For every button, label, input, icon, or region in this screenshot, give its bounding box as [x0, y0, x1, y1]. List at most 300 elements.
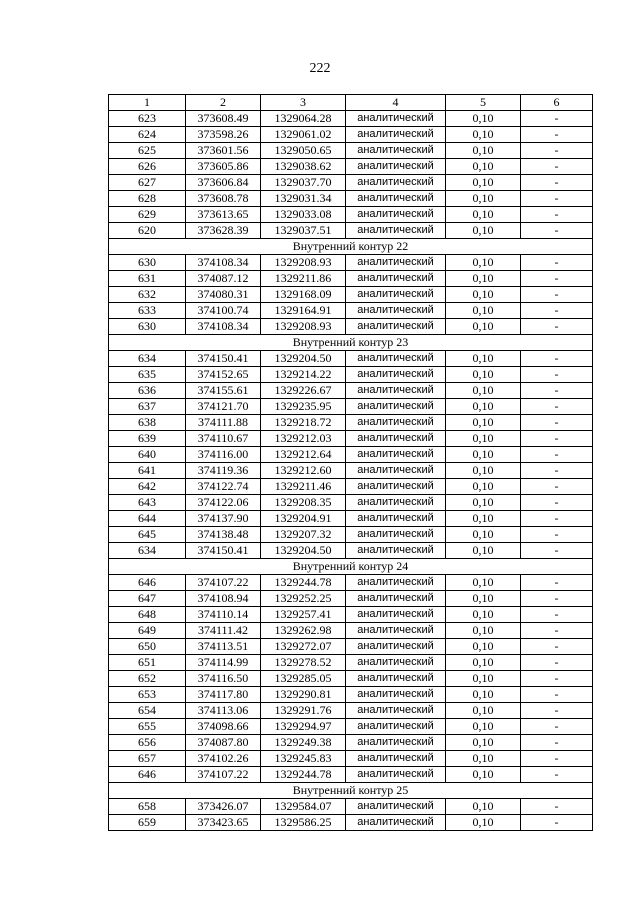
- x-coordinate-cell: 374152.65: [186, 367, 261, 383]
- description-cell: -: [521, 495, 593, 511]
- y-coordinate-cell: 1329037.70: [261, 175, 346, 191]
- description-cell: -: [521, 399, 593, 415]
- header-cell: 5: [446, 95, 521, 111]
- table-row: [109, 127, 593, 143]
- accuracy-cell: 0,10: [446, 175, 521, 191]
- method-cell: аналитический: [346, 255, 446, 271]
- description-cell: -: [521, 591, 593, 607]
- description-cell: -: [521, 159, 593, 175]
- accuracy-cell: 0,10: [446, 767, 521, 783]
- point-number-cell: 625: [109, 143, 186, 159]
- accuracy-cell: 0,10: [446, 399, 521, 415]
- description-cell: -: [521, 687, 593, 703]
- y-coordinate-cell: 1329249.38: [261, 735, 346, 751]
- table-row: [109, 479, 593, 495]
- method-cell: аналитический: [346, 143, 446, 159]
- x-coordinate-cell: 373605.86: [186, 159, 261, 175]
- point-number-cell: 646: [109, 575, 186, 591]
- table-row: [109, 735, 593, 751]
- table-row: [109, 223, 593, 239]
- accuracy-cell: 0,10: [446, 111, 521, 127]
- point-number-cell: 620: [109, 223, 186, 239]
- y-coordinate-cell: 1329586.25: [261, 815, 346, 831]
- table-row: [109, 255, 593, 271]
- point-number-cell: 643: [109, 495, 186, 511]
- accuracy-cell: 0,10: [446, 815, 521, 831]
- method-cell: аналитический: [346, 479, 446, 495]
- section-title: Внутренний контур 24: [109, 559, 593, 575]
- description-cell: -: [521, 303, 593, 319]
- point-number-cell: 647: [109, 591, 186, 607]
- method-cell: аналитический: [346, 495, 446, 511]
- method-cell: аналитический: [346, 191, 446, 207]
- description-cell: -: [521, 703, 593, 719]
- x-coordinate-cell: 374111.88: [186, 415, 261, 431]
- y-coordinate-cell: 1329211.46: [261, 479, 346, 495]
- description-cell: -: [521, 351, 593, 367]
- accuracy-cell: 0,10: [446, 591, 521, 607]
- accuracy-cell: 0,10: [446, 191, 521, 207]
- table-row: [109, 511, 593, 527]
- accuracy-cell: 0,10: [446, 431, 521, 447]
- x-coordinate-cell: 373628.39: [186, 223, 261, 239]
- method-cell: аналитический: [346, 431, 446, 447]
- y-coordinate-cell: 1329038.62: [261, 159, 346, 175]
- point-number-cell: 630: [109, 255, 186, 271]
- table-row: [109, 527, 593, 543]
- x-coordinate-cell: 374098.66: [186, 719, 261, 735]
- x-coordinate-cell: 373608.78: [186, 191, 261, 207]
- y-coordinate-cell: 1329235.95: [261, 399, 346, 415]
- y-coordinate-cell: 1329278.52: [261, 655, 346, 671]
- y-coordinate-cell: 1329212.60: [261, 463, 346, 479]
- method-cell: аналитический: [346, 111, 446, 127]
- point-number-cell: 628: [109, 191, 186, 207]
- x-coordinate-cell: 374080.31: [186, 287, 261, 303]
- description-cell: -: [521, 223, 593, 239]
- accuracy-cell: 0,10: [446, 511, 521, 527]
- point-number-cell: 659: [109, 815, 186, 831]
- table-row: [109, 319, 593, 335]
- y-coordinate-cell: 1329244.78: [261, 767, 346, 783]
- x-coordinate-cell: 374150.41: [186, 351, 261, 367]
- x-coordinate-cell: 374102.26: [186, 751, 261, 767]
- method-cell: аналитический: [346, 639, 446, 655]
- description-cell: -: [521, 367, 593, 383]
- description-cell: -: [521, 319, 593, 335]
- method-cell: аналитический: [346, 447, 446, 463]
- point-number-cell: 652: [109, 671, 186, 687]
- method-cell: аналитический: [346, 703, 446, 719]
- point-number-cell: 631: [109, 271, 186, 287]
- header-cell: 4: [346, 95, 446, 111]
- accuracy-cell: 0,10: [446, 687, 521, 703]
- section-row: [109, 335, 593, 351]
- point-number-cell: 655: [109, 719, 186, 735]
- method-cell: аналитический: [346, 799, 446, 815]
- point-number-cell: 648: [109, 607, 186, 623]
- y-coordinate-cell: 1329257.41: [261, 607, 346, 623]
- coordinates-table: [108, 94, 593, 831]
- description-cell: -: [521, 511, 593, 527]
- accuracy-cell: 0,10: [446, 463, 521, 479]
- x-coordinate-cell: 374110.67: [186, 431, 261, 447]
- y-coordinate-cell: 1329214.22: [261, 367, 346, 383]
- method-cell: аналитический: [346, 543, 446, 559]
- x-coordinate-cell: 374121.70: [186, 399, 261, 415]
- point-number-cell: 629: [109, 207, 186, 223]
- point-number-cell: 641: [109, 463, 186, 479]
- x-coordinate-cell: 373598.26: [186, 127, 261, 143]
- description-cell: -: [521, 207, 593, 223]
- method-cell: аналитический: [346, 815, 446, 831]
- x-coordinate-cell: 374087.80: [186, 735, 261, 751]
- method-cell: аналитический: [346, 607, 446, 623]
- y-coordinate-cell: 1329211.86: [261, 271, 346, 287]
- point-number-cell: 626: [109, 159, 186, 175]
- point-number-cell: 634: [109, 351, 186, 367]
- table-row: [109, 399, 593, 415]
- y-coordinate-cell: 1329262.98: [261, 623, 346, 639]
- description-cell: -: [521, 463, 593, 479]
- section-row: [109, 559, 593, 575]
- accuracy-cell: 0,10: [446, 303, 521, 319]
- x-coordinate-cell: 373608.49: [186, 111, 261, 127]
- method-cell: аналитический: [346, 303, 446, 319]
- description-cell: -: [521, 127, 593, 143]
- description-cell: -: [521, 751, 593, 767]
- table-row: [109, 799, 593, 815]
- x-coordinate-cell: 374117.80: [186, 687, 261, 703]
- header-cell: 2: [186, 95, 261, 111]
- accuracy-cell: 0,10: [446, 703, 521, 719]
- point-number-cell: 646: [109, 767, 186, 783]
- description-cell: -: [521, 639, 593, 655]
- y-coordinate-cell: 1329208.35: [261, 495, 346, 511]
- table-row: [109, 175, 593, 191]
- y-coordinate-cell: 1329033.08: [261, 207, 346, 223]
- y-coordinate-cell: 1329272.07: [261, 639, 346, 655]
- description-cell: -: [521, 143, 593, 159]
- x-coordinate-cell: 374116.00: [186, 447, 261, 463]
- accuracy-cell: 0,10: [446, 527, 521, 543]
- table-row: [109, 815, 593, 831]
- accuracy-cell: 0,10: [446, 751, 521, 767]
- accuracy-cell: 0,10: [446, 415, 521, 431]
- table-row: [109, 207, 593, 223]
- accuracy-cell: 0,10: [446, 575, 521, 591]
- table-row: [109, 655, 593, 671]
- description-cell: -: [521, 415, 593, 431]
- table-row: [109, 543, 593, 559]
- table-row: [109, 591, 593, 607]
- accuracy-cell: 0,10: [446, 623, 521, 639]
- header-cell: 3: [261, 95, 346, 111]
- header-cell: 6: [521, 95, 593, 111]
- description-cell: -: [521, 479, 593, 495]
- y-coordinate-cell: 1329208.93: [261, 319, 346, 335]
- table-row: [109, 687, 593, 703]
- point-number-cell: 636: [109, 383, 186, 399]
- x-coordinate-cell: 374113.51: [186, 639, 261, 655]
- table-row: [109, 271, 593, 287]
- method-cell: аналитический: [346, 575, 446, 591]
- x-coordinate-cell: 374122.74: [186, 479, 261, 495]
- section-title: Внутренний контур 22: [109, 239, 593, 255]
- x-coordinate-cell: 373601.56: [186, 143, 261, 159]
- method-cell: аналитический: [346, 207, 446, 223]
- table-row: [109, 719, 593, 735]
- table-row: [109, 767, 593, 783]
- accuracy-cell: 0,10: [446, 543, 521, 559]
- point-number-cell: 639: [109, 431, 186, 447]
- description-cell: -: [521, 431, 593, 447]
- accuracy-cell: 0,10: [446, 287, 521, 303]
- y-coordinate-cell: 1329244.78: [261, 575, 346, 591]
- y-coordinate-cell: 1329168.09: [261, 287, 346, 303]
- method-cell: аналитический: [346, 527, 446, 543]
- y-coordinate-cell: 1329252.25: [261, 591, 346, 607]
- header-cell: 1: [109, 95, 186, 111]
- y-coordinate-cell: 1329204.50: [261, 351, 346, 367]
- point-number-cell: 649: [109, 623, 186, 639]
- table-row: [109, 431, 593, 447]
- description-cell: -: [521, 655, 593, 671]
- description-cell: -: [521, 255, 593, 271]
- description-cell: -: [521, 543, 593, 559]
- point-number-cell: 638: [109, 415, 186, 431]
- accuracy-cell: 0,10: [446, 271, 521, 287]
- table-row: [109, 143, 593, 159]
- y-coordinate-cell: 1329290.81: [261, 687, 346, 703]
- method-cell: аналитический: [346, 591, 446, 607]
- point-number-cell: 623: [109, 111, 186, 127]
- method-cell: аналитический: [346, 223, 446, 239]
- x-coordinate-cell: 374100.74: [186, 303, 261, 319]
- x-coordinate-cell: 374137.90: [186, 511, 261, 527]
- accuracy-cell: 0,10: [446, 719, 521, 735]
- method-cell: аналитический: [346, 623, 446, 639]
- method-cell: аналитический: [346, 735, 446, 751]
- page-number: 222: [309, 61, 331, 76]
- accuracy-cell: 0,10: [446, 479, 521, 495]
- method-cell: аналитический: [346, 383, 446, 399]
- x-coordinate-cell: 373606.84: [186, 175, 261, 191]
- point-number-cell: 640: [109, 447, 186, 463]
- x-coordinate-cell: 374155.61: [186, 383, 261, 399]
- method-cell: аналитический: [346, 287, 446, 303]
- accuracy-cell: 0,10: [446, 447, 521, 463]
- x-coordinate-cell: 374108.34: [186, 319, 261, 335]
- method-cell: аналитический: [346, 463, 446, 479]
- x-coordinate-cell: 373426.07: [186, 799, 261, 815]
- table-row: [109, 495, 593, 511]
- table-row: [109, 367, 593, 383]
- accuracy-cell: 0,10: [446, 367, 521, 383]
- description-cell: -: [521, 271, 593, 287]
- accuracy-cell: 0,10: [446, 639, 521, 655]
- point-number-cell: 634: [109, 543, 186, 559]
- x-coordinate-cell: 374111.42: [186, 623, 261, 639]
- point-number-cell: 656: [109, 735, 186, 751]
- method-cell: аналитический: [346, 415, 446, 431]
- method-cell: аналитический: [346, 271, 446, 287]
- point-number-cell: 632: [109, 287, 186, 303]
- table-row: [109, 639, 593, 655]
- accuracy-cell: 0,10: [446, 607, 521, 623]
- description-cell: -: [521, 799, 593, 815]
- y-coordinate-cell: 1329208.93: [261, 255, 346, 271]
- y-coordinate-cell: 1329207.32: [261, 527, 346, 543]
- description-cell: -: [521, 447, 593, 463]
- y-coordinate-cell: 1329204.91: [261, 511, 346, 527]
- method-cell: аналитический: [346, 511, 446, 527]
- point-number-cell: 657: [109, 751, 186, 767]
- x-coordinate-cell: 373423.65: [186, 815, 261, 831]
- x-coordinate-cell: 374116.50: [186, 671, 261, 687]
- y-coordinate-cell: 1329291.76: [261, 703, 346, 719]
- table-row: [109, 447, 593, 463]
- point-number-cell: 633: [109, 303, 186, 319]
- table-row: [109, 607, 593, 623]
- method-cell: аналитический: [346, 159, 446, 175]
- method-cell: аналитический: [346, 655, 446, 671]
- point-number-cell: 650: [109, 639, 186, 655]
- y-coordinate-cell: 1329584.07: [261, 799, 346, 815]
- section-row: [109, 783, 593, 799]
- accuracy-cell: 0,10: [446, 655, 521, 671]
- point-number-cell: 630: [109, 319, 186, 335]
- y-coordinate-cell: 1329204.50: [261, 543, 346, 559]
- method-cell: аналитический: [346, 175, 446, 191]
- description-cell: -: [521, 815, 593, 831]
- point-number-cell: 653: [109, 687, 186, 703]
- table-row: [109, 671, 593, 687]
- y-coordinate-cell: 1329212.03: [261, 431, 346, 447]
- y-coordinate-cell: 1329285.05: [261, 671, 346, 687]
- point-number-cell: 627: [109, 175, 186, 191]
- x-coordinate-cell: 374113.06: [186, 703, 261, 719]
- table-row: [109, 383, 593, 399]
- x-coordinate-cell: 374122.06: [186, 495, 261, 511]
- description-cell: -: [521, 671, 593, 687]
- description-cell: -: [521, 623, 593, 639]
- description-cell: -: [521, 767, 593, 783]
- y-coordinate-cell: 1329031.34: [261, 191, 346, 207]
- table-row: [109, 191, 593, 207]
- accuracy-cell: 0,10: [446, 223, 521, 239]
- table-row: [109, 575, 593, 591]
- point-number-cell: 654: [109, 703, 186, 719]
- section-title: Внутренний контур 25: [109, 783, 593, 799]
- x-coordinate-cell: 373613.65: [186, 207, 261, 223]
- x-coordinate-cell: 374119.36: [186, 463, 261, 479]
- y-coordinate-cell: 1329164.91: [261, 303, 346, 319]
- table-row: [109, 287, 593, 303]
- method-cell: аналитический: [346, 367, 446, 383]
- y-coordinate-cell: 1329218.72: [261, 415, 346, 431]
- section-title: Внутренний контур 23: [109, 335, 593, 351]
- method-cell: аналитический: [346, 399, 446, 415]
- x-coordinate-cell: 374114.99: [186, 655, 261, 671]
- accuracy-cell: 0,10: [446, 159, 521, 175]
- method-cell: аналитический: [346, 351, 446, 367]
- y-coordinate-cell: 1329212.64: [261, 447, 346, 463]
- method-cell: аналитический: [346, 719, 446, 735]
- description-cell: -: [521, 607, 593, 623]
- point-number-cell: 642: [109, 479, 186, 495]
- description-cell: -: [521, 287, 593, 303]
- method-cell: аналитический: [346, 687, 446, 703]
- table-row: [109, 111, 593, 127]
- method-cell: аналитический: [346, 671, 446, 687]
- description-cell: -: [521, 719, 593, 735]
- y-coordinate-cell: 1329245.83: [261, 751, 346, 767]
- table-row: [109, 463, 593, 479]
- point-number-cell: 645: [109, 527, 186, 543]
- x-coordinate-cell: 374108.34: [186, 255, 261, 271]
- method-cell: аналитический: [346, 751, 446, 767]
- accuracy-cell: 0,10: [446, 319, 521, 335]
- accuracy-cell: 0,10: [446, 495, 521, 511]
- method-cell: аналитический: [346, 127, 446, 143]
- table-row: [109, 703, 593, 719]
- x-coordinate-cell: 374107.22: [186, 767, 261, 783]
- x-coordinate-cell: 374150.41: [186, 543, 261, 559]
- point-number-cell: 658: [109, 799, 186, 815]
- method-cell: аналитический: [346, 767, 446, 783]
- section-row: [109, 239, 593, 255]
- y-coordinate-cell: 1329294.97: [261, 719, 346, 735]
- description-cell: -: [521, 111, 593, 127]
- x-coordinate-cell: 374138.48: [186, 527, 261, 543]
- table-row: [109, 159, 593, 175]
- x-coordinate-cell: 374107.22: [186, 575, 261, 591]
- accuracy-cell: 0,10: [446, 351, 521, 367]
- accuracy-cell: 0,10: [446, 383, 521, 399]
- header-row: [109, 95, 593, 111]
- accuracy-cell: 0,10: [446, 127, 521, 143]
- table-row: [109, 751, 593, 767]
- point-number-cell: 635: [109, 367, 186, 383]
- accuracy-cell: 0,10: [446, 735, 521, 751]
- point-number-cell: 644: [109, 511, 186, 527]
- method-cell: аналитический: [346, 319, 446, 335]
- y-coordinate-cell: 1329064.28: [261, 111, 346, 127]
- table-row: [109, 303, 593, 319]
- table-body: [109, 95, 593, 831]
- accuracy-cell: 0,10: [446, 143, 521, 159]
- description-cell: -: [521, 527, 593, 543]
- y-coordinate-cell: 1329061.02: [261, 127, 346, 143]
- accuracy-cell: 0,10: [446, 799, 521, 815]
- y-coordinate-cell: 1329037.51: [261, 223, 346, 239]
- point-number-cell: 624: [109, 127, 186, 143]
- y-coordinate-cell: 1329226.67: [261, 383, 346, 399]
- table-row: [109, 415, 593, 431]
- accuracy-cell: 0,10: [446, 255, 521, 271]
- description-cell: -: [521, 191, 593, 207]
- description-cell: -: [521, 735, 593, 751]
- x-coordinate-cell: 374110.14: [186, 607, 261, 623]
- description-cell: -: [521, 383, 593, 399]
- table-row: [109, 351, 593, 367]
- x-coordinate-cell: 374108.94: [186, 591, 261, 607]
- accuracy-cell: 0,10: [446, 207, 521, 223]
- description-cell: -: [521, 175, 593, 191]
- y-coordinate-cell: 1329050.65: [261, 143, 346, 159]
- point-number-cell: 651: [109, 655, 186, 671]
